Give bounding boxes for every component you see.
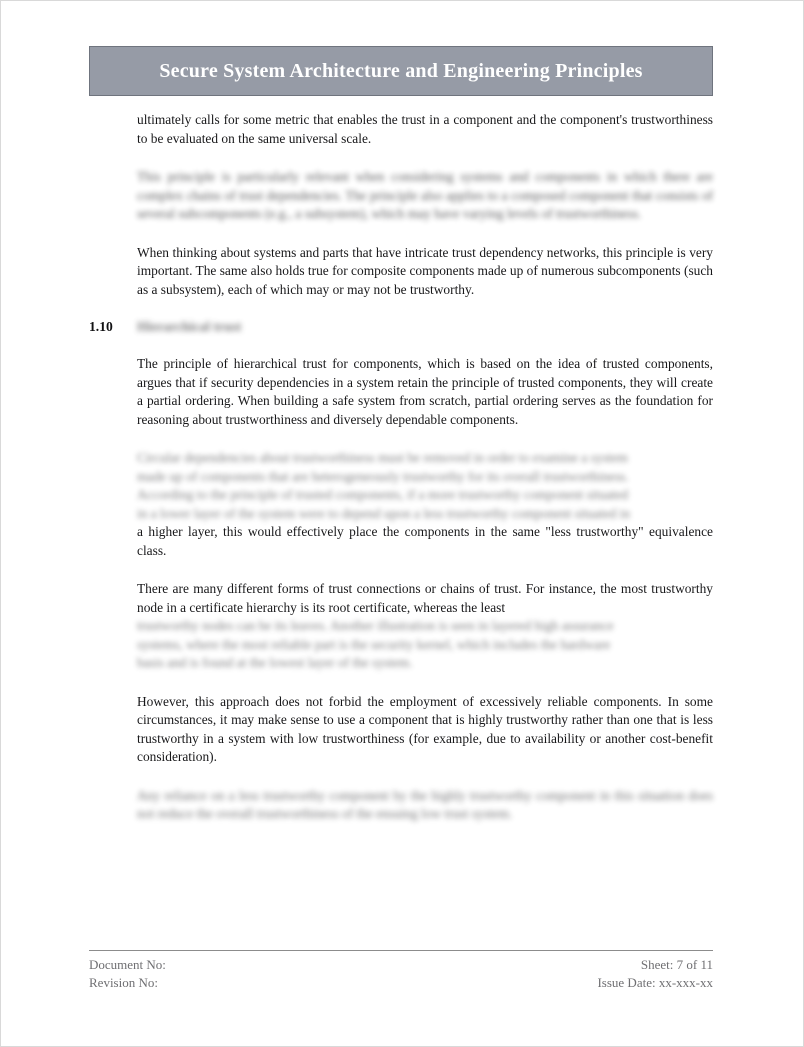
document-body xyxy=(89,111,713,844)
section-heading-1-10 xyxy=(89,319,713,339)
redacted-line: in a lower layer of the system were to depend upon a less trustworthy component situated in xyxy=(137,505,631,521)
paragraph-composite-components: When thinking about systems and parts that have intricate trust dependency networks, this principle is very important. The same also holds true for composite components made up of numerous subcomponents (such as a subsystem), each of which may or may not be trustworthy. xyxy=(137,244,713,297)
document-title: Secure System Architecture and Engineering Principles xyxy=(159,60,643,82)
clear-text-segment: a higher layer, this would effectively place the components in the same "less trustworthy" equivalence class. xyxy=(137,524,713,558)
footer-left-block xyxy=(89,956,166,992)
footer-sheet-number: Sheet: 7 of 11 xyxy=(640,957,713,972)
redacted-line: systems, where the most reliable part is the security kernel, which includes the hardware xyxy=(137,636,611,652)
document-header-banner xyxy=(89,46,713,96)
document-footer xyxy=(89,950,713,992)
redacted-line: Circular dependencies about trustworthiness must be removed in order to examine a system xyxy=(137,450,628,465)
redacted-line: According to the principle of trusted components, if a more trustworthy component situated xyxy=(137,487,629,502)
footer-issue-date: Issue Date: xx-xxx-xx xyxy=(597,975,713,990)
section-title-redacted: Hierarchical trust xyxy=(137,319,242,334)
paragraph-excessively-reliable-components: However, this approach does not forbid the employment of excessively reliable components. In some circumstances, it may make sense to use a component that is highly trustworthy rather than one that is less trustworthy in a system with low trustworthiness (for example, due to availability or another cost-benefit consideration). xyxy=(137,693,713,764)
paragraph-continuation: ultimately calls for some metric that enables the trust in a component and the component's trustworthiness to be evaluated on the same universal scale. xyxy=(137,112,713,146)
clear-text-segment: There are many different forms of trust connections or chains of trust. For instance, the most trustworthy node in a certificate hierarchy is its root certificate, whereas the least xyxy=(137,581,713,615)
paragraph-chains-of-trust xyxy=(137,580,713,673)
footer-revision-no: Revision No: xyxy=(89,975,158,990)
redacted-line: made up of components that are heterogeneously trustworthy for its overall trustworthiness. xyxy=(137,468,629,484)
footer-document-no: Document No: xyxy=(89,957,166,972)
redacted-line: trustworthy nodes can be its leaves. Another illustration is seen in layered high assurance xyxy=(137,618,614,633)
footer-right-block xyxy=(597,956,713,992)
paragraph-redacted-low-trust-system: Any reliance on a less trustworthy component by the highly trustworthy component in this situation does not reduce the overall trustworthiness of the ensuing low trust system. xyxy=(137,787,713,821)
section-number: 1.10 xyxy=(89,319,113,334)
paragraph-circular-dependencies xyxy=(137,449,713,560)
paragraph-redacted-trust-dependencies: This principle is particularly relevant when considering systems and components in which there are complex chains of trust dependencies. The principle also applies to a composed component that consists of several subcomponents (e.g., a subsystem), which may have varying levels of trustworthiness. xyxy=(137,169,713,221)
paragraph-hierarchical-trust: The principle of hierarchical trust for components, which is based on the idea of trusted components, argues that if security dependencies in a system retain the principle of trusted components, they will create a partial ordering. When building a safe system from scratch, partial ordering serves as the foundation for reasoning about trustworthiness and diversely dependable components. xyxy=(137,356,713,427)
redacted-line: basis and is found at the lowest layer of the system. xyxy=(137,655,413,670)
